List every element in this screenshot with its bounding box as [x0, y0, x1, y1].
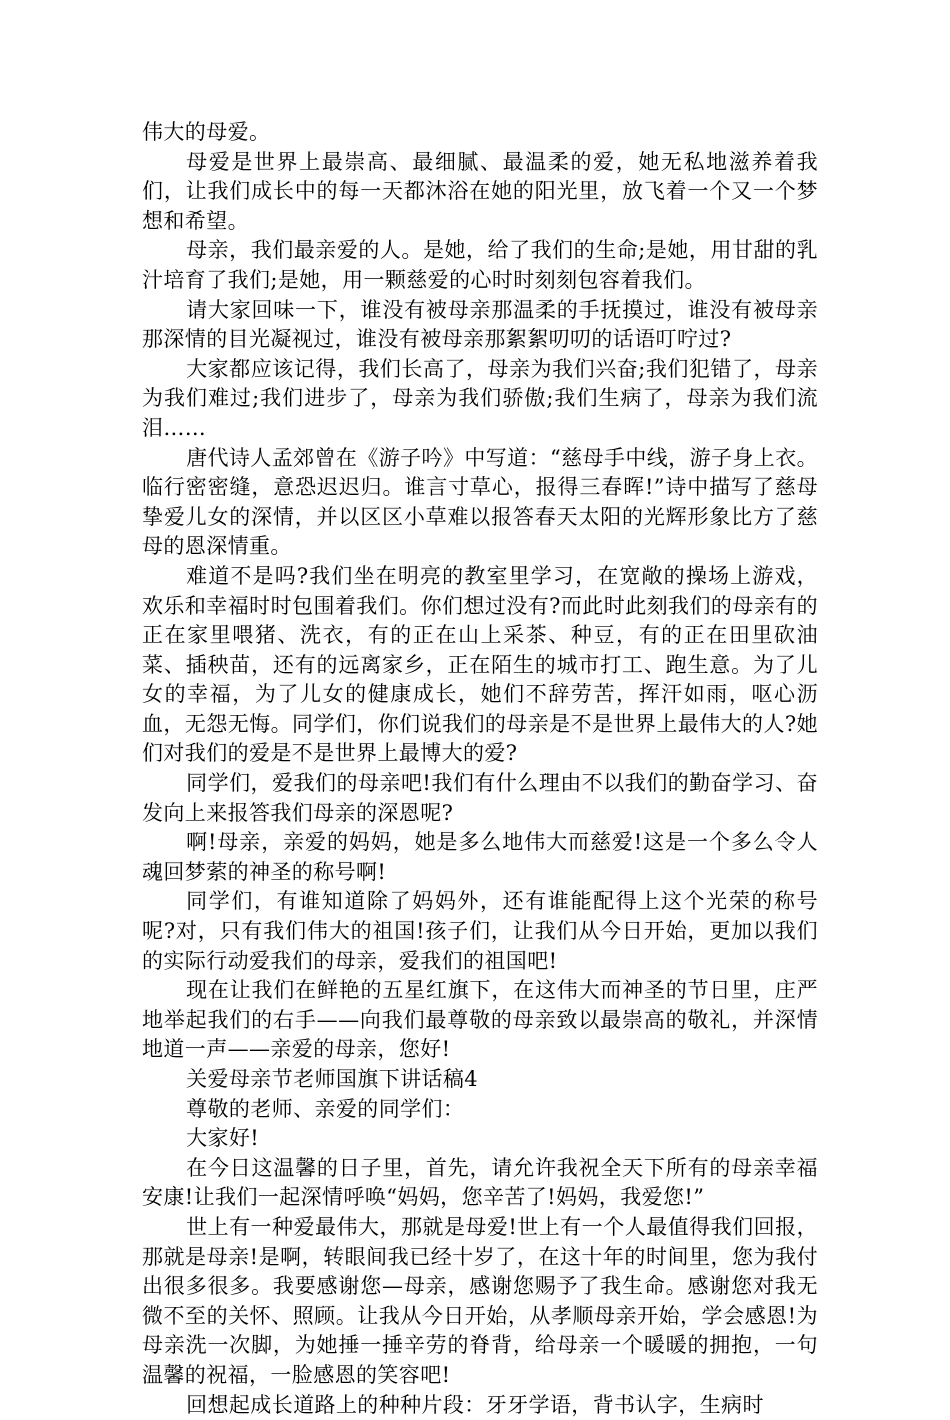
paragraph-3: 请大家回味一下，谁没有被母亲那温柔的手抚摸过，谁没有被母亲那深情的目光凝视过，谁没有被母亲那絮絮叨叨的话语叮咛过?: [142, 297, 818, 352]
greeting: 大家好!: [186, 1126, 260, 1151]
section-heading: 关爱母亲节老师国旗下讲话稿4: [186, 1067, 479, 1091]
document-page: [142, 118, 818, 1420]
paragraph-2: 母亲，我们最亲爱的人。是她，给了我们的生命;是她，用甘甜的乳汁培育了我们;是她，用一颗慈爱的心时时刻刻包容着我们。: [142, 238, 818, 292]
paragraph-1: 母爱是世界上最崇高、最细腻、最温柔的爱，她无私地滋养着我们，让我们成长中的每一天都沐浴在她的阳光里，放飞着一个又一个梦想和希望。: [142, 149, 818, 233]
paragraph-6: 难道不是吗?我们坐在明亮的教室里学习，在宽敞的操场上游戏，欢乐和幸福时时包围着我们。你们想过没有?而此时此刻我们的母亲有的正在家里喂猪、洗衣，有的正在山上采茶、种豆，有的正在田里砍油菜、插秧苗，还有的远离家乡，正在陌生的城市打工、跑生意。为了儿女的幸福，为了儿女的健康成长，她们不辞劳苦，挥汗如雨，呕心沥血，无怨无悔。同学们，你们说我们的母亲是不是世界上最伟大的人?她们对我们的爱是不是世界上最博大的爱?: [142, 563, 818, 766]
paragraph-14: 在今日这温馨的日子里，首先，请允许我祝全天下所有的母亲幸福安康!让我们一起深情呼唤“妈妈，您辛苦了!妈妈，我爱您!”: [142, 1155, 818, 1210]
paragraph-8: 啊!母亲，亲爱的妈妈，她是多么地伟大而慈爱!这是一个多么令人魂回梦萦的神圣的称号啊!: [142, 830, 818, 884]
paragraph-15: 世上有一种爱最伟大，那就是母爱!世上有一个人最值得我们回报，那就是母亲!是啊，转眼间我已经十岁了，在这十年的时间里，您为我付出很多很多。我要感谢您—母亲，感谢您赐予了我生命。感谢您对我无微不至的关怀、照顾。让我从今日开始，从孝顺母亲开始，学会感恩!为母亲洗一次脚，为她捶一捶辛劳的脊背，给母亲一个暖暖的拥抱，一句温馨的祝福，一脸感恩的笑容吧!: [142, 1214, 818, 1387]
paragraph-0: 伟大的母爱。: [142, 120, 271, 144]
paragraph-9: 同学们，有谁知道除了妈妈外，还有谁能配得上这个光荣的称号呢?对，只有我们伟大的祖国!孩子们，让我们从今日开始，更加以我们的实际行动爱我们的母亲，爱我们的祖国吧!: [142, 889, 818, 973]
paragraph-4: 大家都应该记得，我们长高了，母亲为我们兴奋;我们犯错了，母亲为我们难过;我们进步了，母亲为我们骄傲;我们生病了，母亲为我们流泪……: [142, 356, 818, 440]
salutation: 尊敬的老师、亲爱的同学们：: [186, 1096, 465, 1121]
paragraph-5: 唐代诗人孟郊曾在《游子吟》中写道：“慈母手中线，游子身上衣。临行密密缝，意恐迟迟归。谁言寸草心，报得三春晖!”诗中描写了慈母挚爱儿女的深情，并以区区小草难以报答春天太阳的光辉形象比方了慈母的恩深情重。: [142, 445, 818, 559]
paragraph-7: 同学们，爱我们的母亲吧!我们有什么理由不以我们的勤奋学习、奋发向上来报答我们母亲的深恩呢?: [142, 771, 818, 825]
paragraph-10: 现在让我们在鲜艳的五星红旗下，在这伟大而神圣的节日里，庄严地举起我们的右手——向我们最尊敬的母亲致以最崇高的敬礼，并深情地道一声——亲爱的母亲，您好!: [142, 978, 818, 1062]
paragraph-16: 回想起成长道路上的种种片段：牙牙学语，背书认字，生病时: [186, 1392, 764, 1417]
